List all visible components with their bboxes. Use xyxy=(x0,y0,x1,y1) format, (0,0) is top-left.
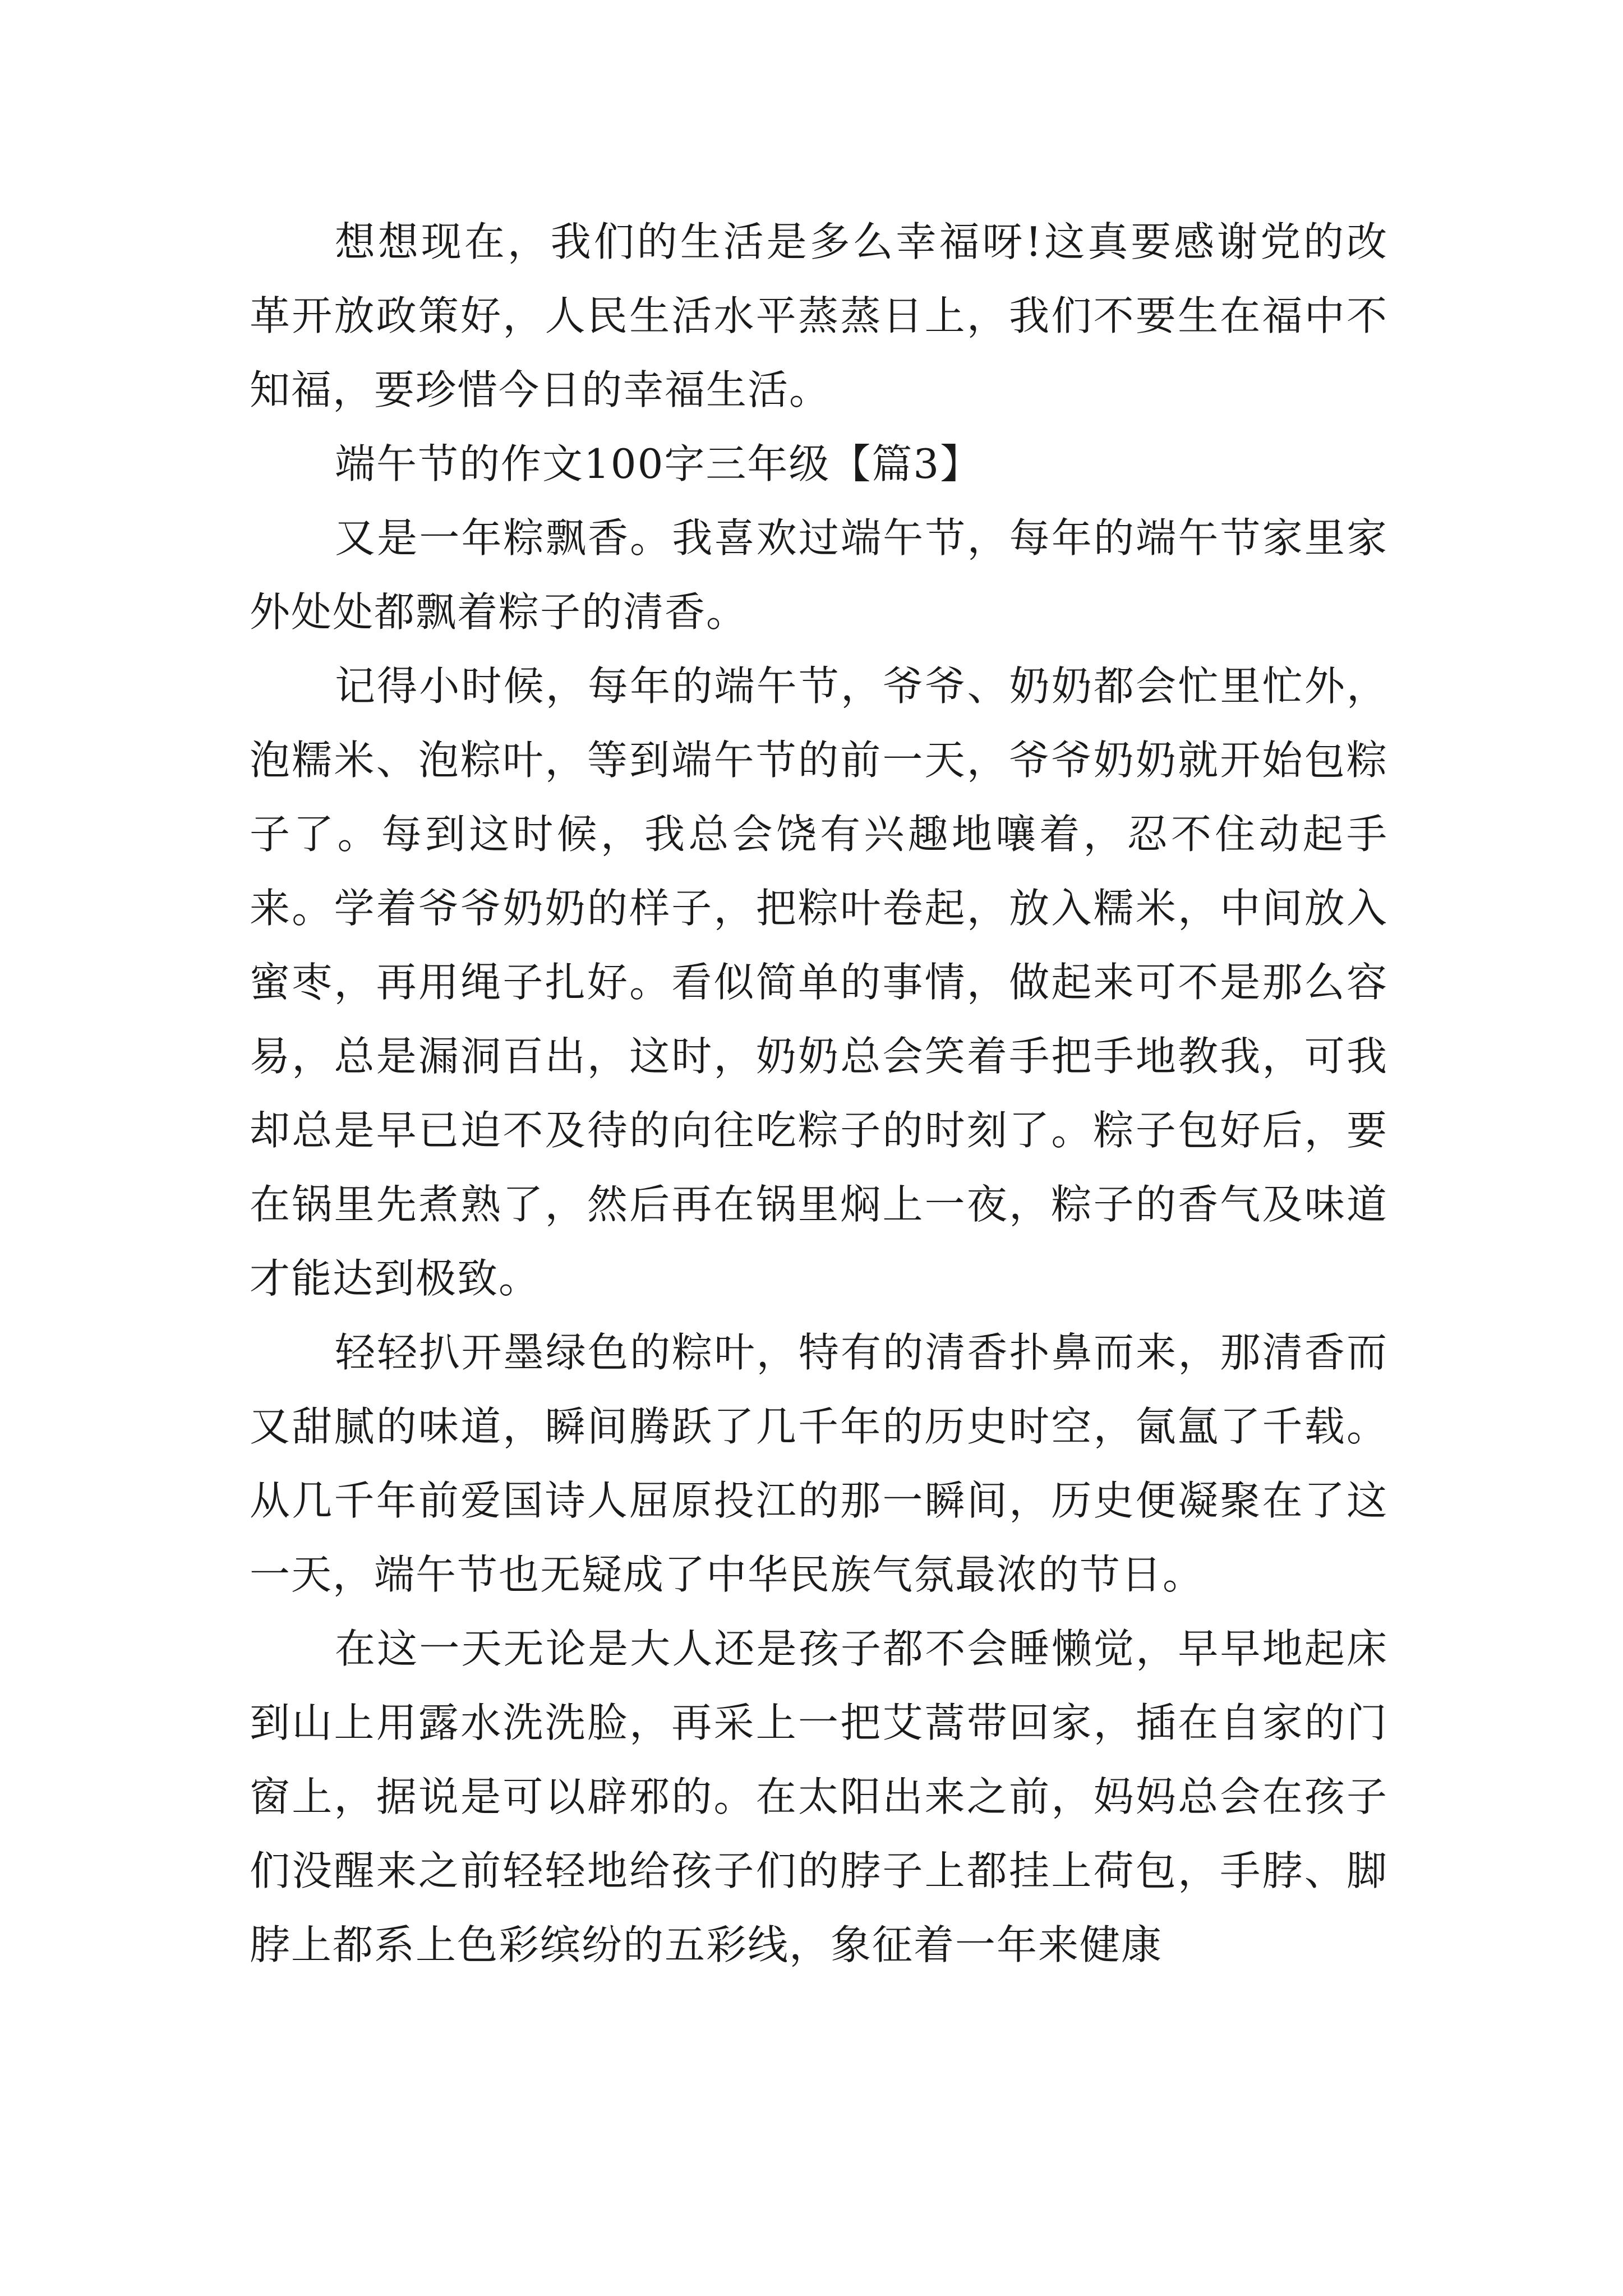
document-body xyxy=(250,205,1388,1982)
paragraph-childhood: 记得小时候，每年的端午节，爷爷、奶奶都会忙里忙外，泡糯米、泡粽叶，等到端午节的前一天，爷爷奶奶就开始包粽子了。每到这时候，我总会饶有兴趣地嚷着，忍不住动起手来。学着爷爷奶奶的样子，把粽叶卷起，放入糯米，中间放入蜜枣，再用绳子扎好。看似简单的事情，做起来可不是那么容易，总是漏洞百出，这时，奶奶总会笑着手把手地教我，可我却总是早已迫不及待的向往吃粽子的时刻了。粽子包好后，要在锅里先煮熟了，然后再在锅里焖上一夜，粽子的香气及味道才能达到极致。 xyxy=(250,662,1388,1302)
essay-title: 端午节的作文100字三年级【篇3】 xyxy=(335,440,982,487)
paragraph-fragrance: 轻轻扒开墨绿色的粽叶，特有的清香扑鼻而来，那清香而又甜腻的味道，瞬间腾跃了几千年的历史时空，氤氲了千载。从几千年前爱国诗人屈原投江的那一瞬间，历史便凝聚在了这一天，端午节也无疑成了中华民族气氛最浓的节日。 xyxy=(250,1329,1388,1598)
paragraph-gratitude: 想想现在，我们的生活是多么幸福呀!这真要感谢党的改革开放政策好，人民生活水平蒸蒸日上，我们不要生在福中不知福，要珍惜今日的幸福生活。 xyxy=(250,218,1388,413)
paragraph-intro: 又是一年粽飘香。我喜欢过端午节，每年的端午节家里家外处处都飘着粽子的清香。 xyxy=(250,514,1388,636)
paragraph-customs: 在这一天无论是大人还是孩子都不会睡懒觉，早早地起床到山上用露水洗洗脸，再采上一把艾蒿带回家，插在自家的门窗上，据说是可以辟邪的。在太阳出来之前，妈妈总会在孩子们没醒来之前轻轻地给孩子们的脖子上都挂上荷包，手脖、脚脖上都系上色彩缤纷的五彩线，象征着一年来健康 xyxy=(250,1625,1388,1968)
